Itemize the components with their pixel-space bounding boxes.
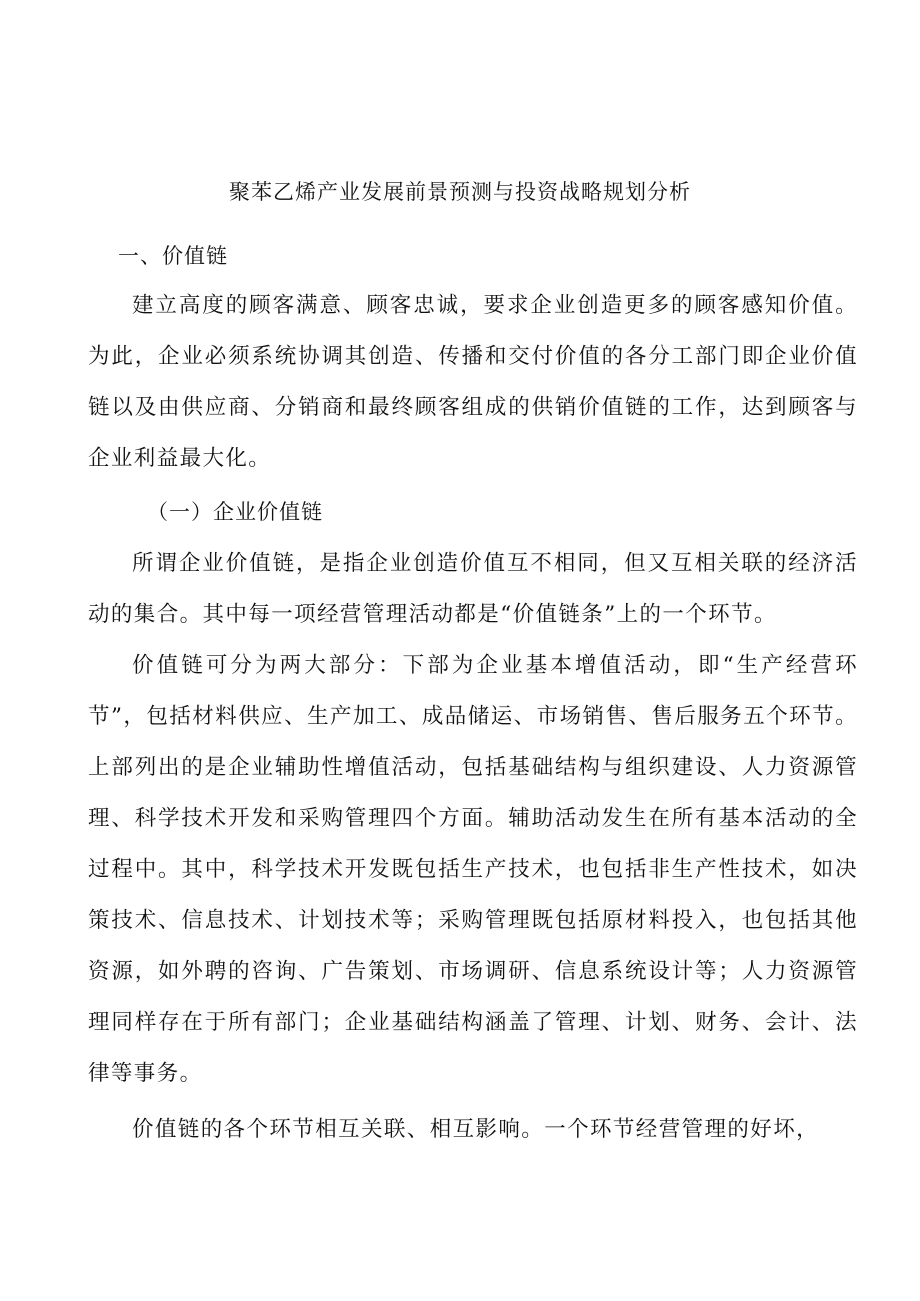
subsection-heading-enterprise-value-chain: （一）企业价值链 — [147, 500, 323, 524]
paragraph-value-chain-links: 价值链的各个环节相互关联、相互影响。一个环节经营管理的好坏， — [132, 1117, 820, 1142]
paragraph-value-chain-parts: 价值链可分为两大部分：下部为企业基本增值活动，即“生产经营环节”，包括材料供应、生产加工、成品储运、市场销售、售后服务五个环节。上部列出的是企业辅助性增值活动，包括基础结构与组织建设、人力资源管理、科学技术开发和采购管理四个方面。辅助活动发生在所有基本活动的全过程中。其中，科学技术开发既包括生产技术，也包括非生产性技术，如决策技术、信息技术、计划技术等；采购管理既包括原材料投入，也包括其他资源，如外聘的咨询、广告策划、市场调研、信息系统设计等；人力资源管理同样存在于所有部门；企业基础结构涵盖了管理、计划、财务、会计、法律等事务。 — [88, 653, 858, 1086]
section-heading-value-chain: 一、价值链 — [118, 244, 228, 268]
paragraph-value-chain-definition: 所谓企业价值链，是指企业创造价值互不相同，但又互相关联的经济活动的集合。其中每一项经营管理活动都是“价值链条”上的一个环节。 — [88, 551, 858, 627]
document-title: 聚苯乙烯产业发展前景预测与投资战略规划分析 — [229, 180, 691, 204]
paragraph-customer-value: 建立高度的顾客满意、顾客忠诚，要求企业创造更多的顾客感知价值。为此，企业必须系统协调其创造、传播和交付价值的各分工部门即企业价值链以及由供应商、分销商和最终顾客组成的供销价值链的工作，达到顾客与企业利益最大化。 — [88, 293, 858, 471]
